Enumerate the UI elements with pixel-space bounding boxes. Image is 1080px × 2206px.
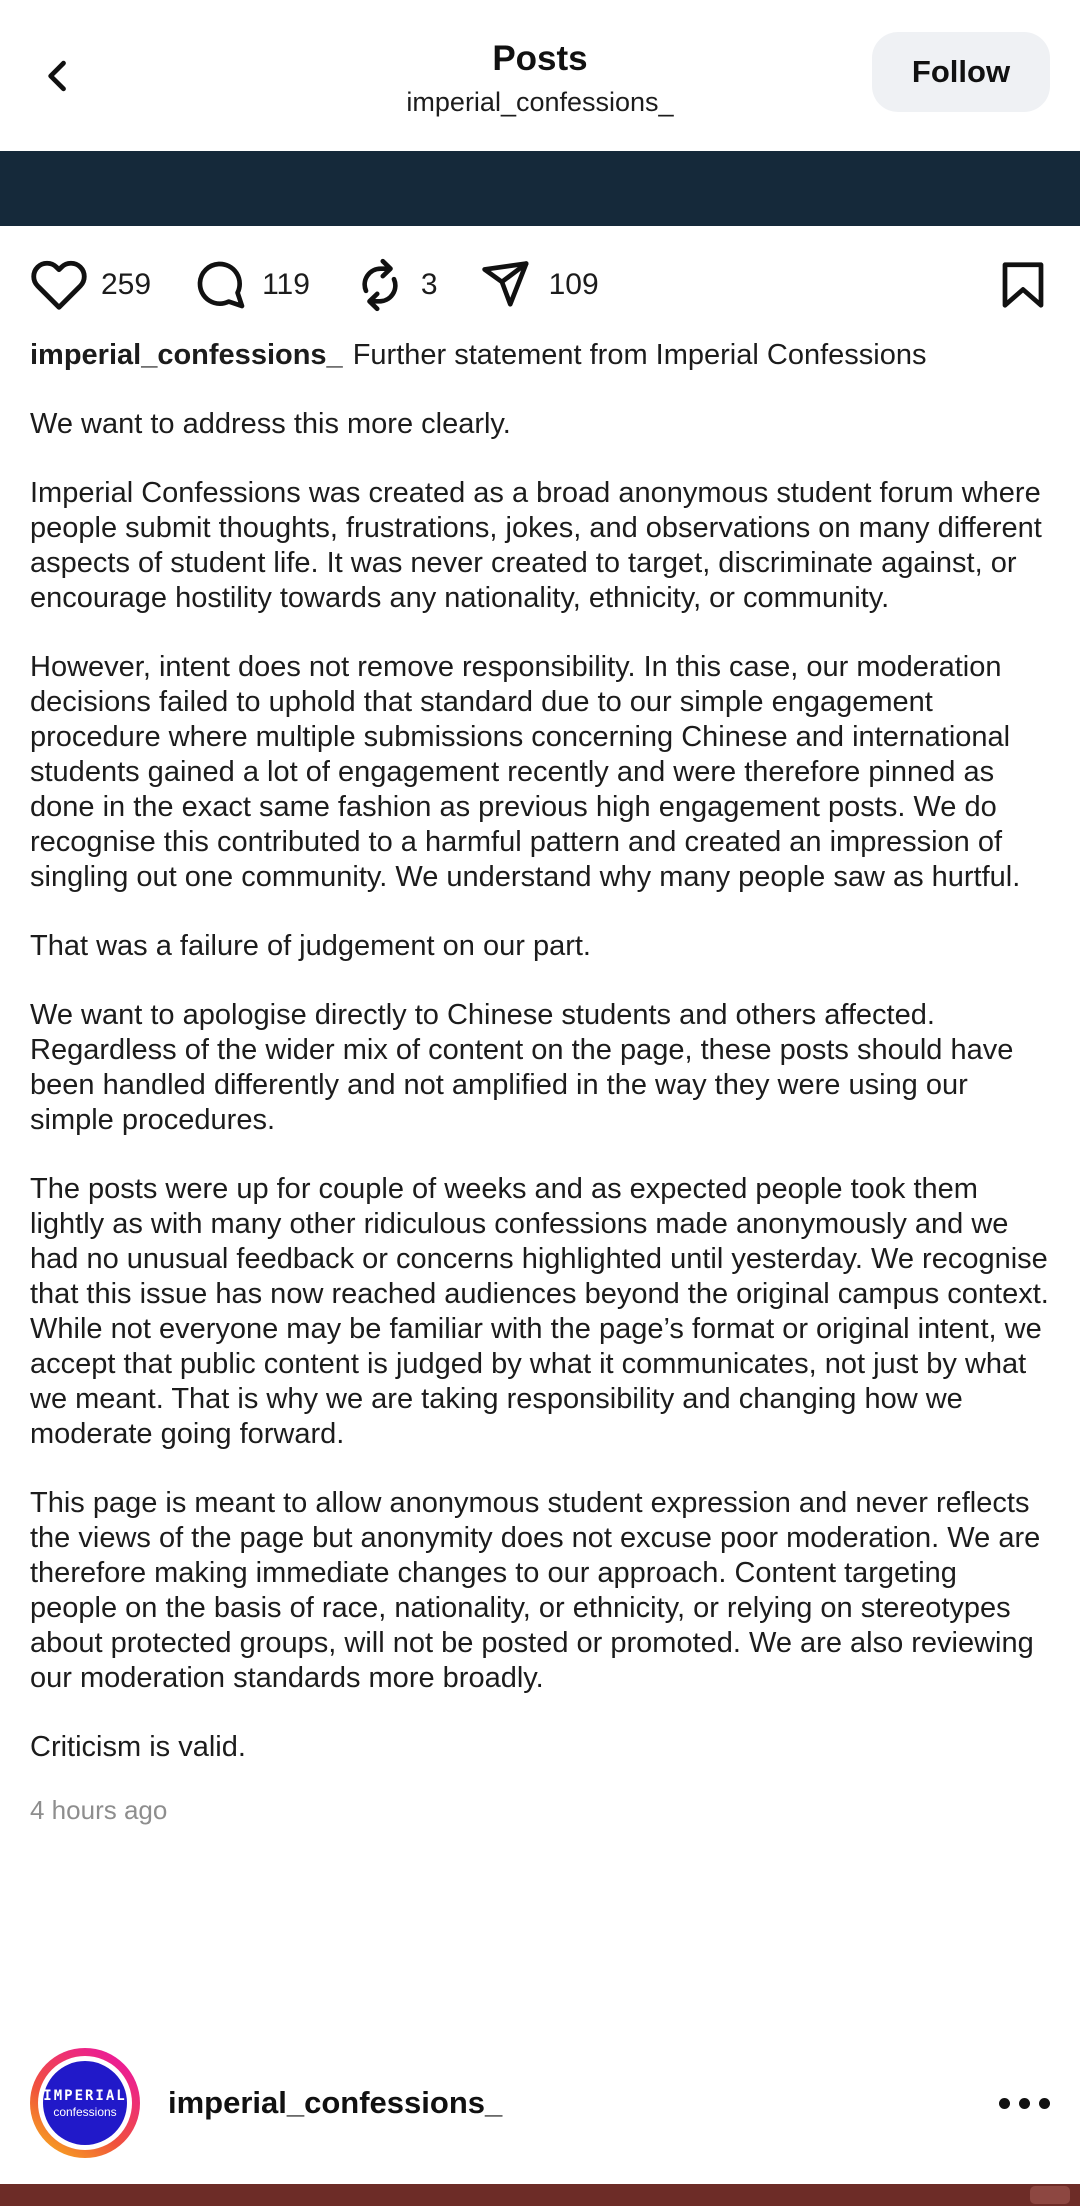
paragraph: However, intent does not remove responsibility. In this case, our moderation decisions failed to uphold that standard due to our simple engagement procedure where multiple submissions concerning Chinese and international students gained a lot of engagement recently and were therefore pinned as done in the exact same fashion as previous high engagement posts. We do recognise this contributed to a harmful pattern and created an impression of singling out one community. We understand why many people saw as hurtful. [30,651,1021,893]
page-title: Posts [492,38,588,78]
comment-button[interactable] [193,257,310,313]
share-count: 109 [548,268,599,301]
header [0,0,1080,151]
avatar-logo-text-top: IMPERIAL [43,2087,127,2104]
footer-username[interactable]: imperial_confessions_ [168,2085,503,2120]
post-media-bottom-edge[interactable] [0,151,1080,226]
paragraph: The posts were up for couple of weeks and as expected people took them lightly as with many other ridiculous confessions made anonymously and we had no unusual feedback or concerns highlighted until yesterday. We recognise that this issue has now reached audiences beyond the original campus context. While not everyone may be familiar with the page’s format or original intent, we accept that public content is judged by what it communicates, not just by what we meant. That is why we are taking responsibility and changing how we moderate going forward. [30,1173,1049,1450]
like-count: 259 [101,268,152,301]
repost-count: 3 [420,268,438,301]
paragraph: That was a failure of judgement on our part. [30,930,591,962]
heart-icon [30,256,88,314]
repost-button[interactable] [352,257,438,313]
share-plane-icon [476,253,539,316]
repost-icon [352,257,408,313]
more-options-button[interactable] [999,2088,1050,2119]
chevron-left-icon [36,49,80,103]
post-content [0,226,1080,2048]
avatar-logo-text-bottom: confessions [53,2104,117,2119]
next-post-header [0,2048,1080,2184]
paragraph: Imperial Confessions was created as a broad anonymous student forum where people submit thoughts, frustrations, jokes, and observations on many different aspects of student life. It was never created to target, discriminate against, or encourage hostility towards any nationality, ethnicity, or community. [30,477,1042,614]
paragraph: Criticism is valid. [30,1731,246,1763]
save-button[interactable] [996,256,1050,314]
avatar-logo [43,2061,127,2145]
header-subtitle-username: imperial_confessions_ [406,87,674,118]
action-bar [30,226,1050,324]
back-button[interactable] [28,41,88,111]
follow-button[interactable]: Follow [872,32,1050,112]
paragraph: This page is meant to allow anonymous student expression and never reflects the views of the page but anonymity does not excuse poor moderation. We are therefore making immediate changes to our approach. Content targeting people on the basis of race, nationality, or ethnicity, or relying on stereotypes about protected groups, will not be posted or promoted. We are also reviewing our moderation standards more broadly. [30,1487,1041,1694]
watermark-badge [1030,2186,1070,2204]
paragraph: We want to apologise directly to Chinese students and others affected. Regardless of the wider mix of content on the page, these posts should have been handled differently and not amplified in the way they were using our simple procedures. [30,999,1014,1136]
caption [30,338,1050,373]
header-titles [406,33,673,118]
ellipsis-icon [999,2098,1050,2109]
bookmark-icon [996,256,1050,314]
post-body-text [30,338,1050,1828]
avatar[interactable] [30,2048,140,2158]
next-post-media-top-edge[interactable] [0,2184,1080,2206]
paragraph: We want to address this more clearly. [30,408,511,440]
comment-count: 119 [262,268,310,301]
comment-icon [193,257,249,313]
post-timestamp: 4 hours ago [30,1795,168,1825]
share-button[interactable] [480,257,599,313]
caption-text: Further statement from Imperial Confessions [352,339,927,371]
avatar-gap-ring [38,2056,132,2150]
like-button[interactable] [30,256,151,314]
caption-username[interactable]: imperial_confessions_ [30,339,343,371]
